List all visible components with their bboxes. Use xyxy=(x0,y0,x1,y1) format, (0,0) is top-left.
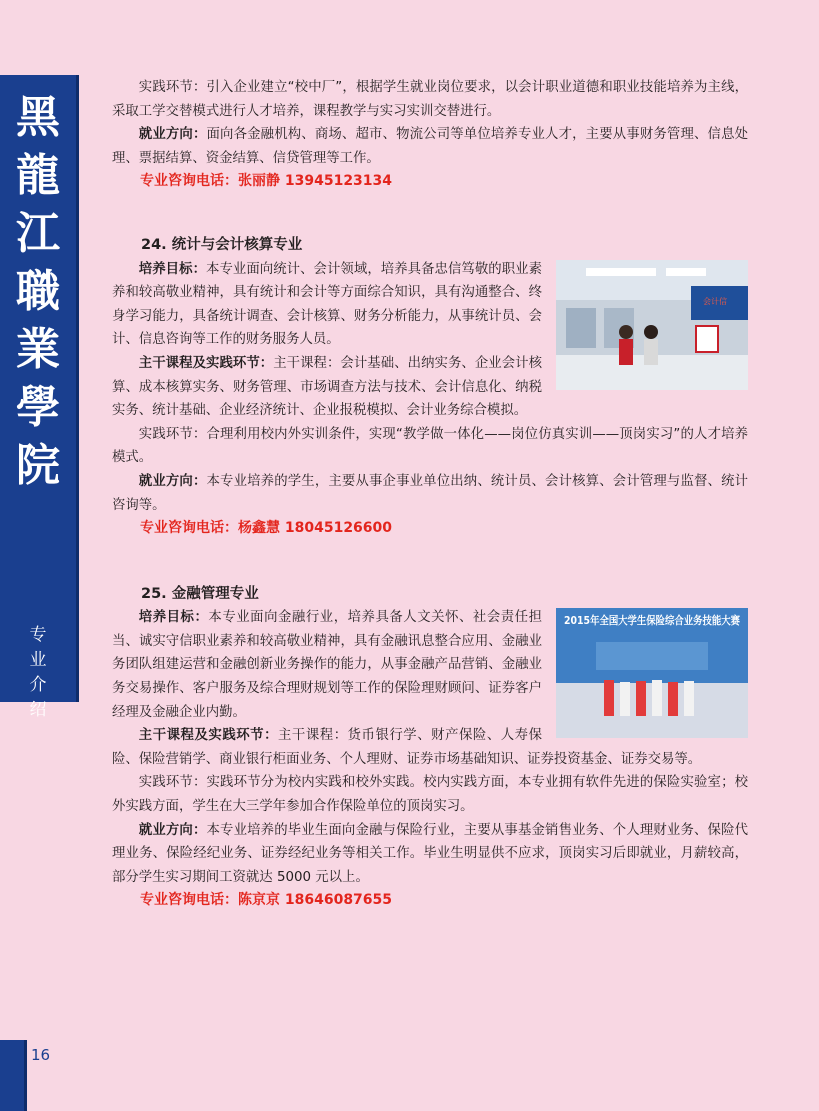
major24-practice: 实践环节：合理利用校内外实训条件，实现“教学做一体化——岗位仿真实训——顶岗实习”的人才培养模式。 xyxy=(112,426,748,466)
course-label: 主干课程及实践环节： xyxy=(138,355,274,371)
competition-photo-illustration xyxy=(556,608,771,738)
section-label-vertical: 专业介绍 xyxy=(29,625,47,720)
major24-phone: 专业咨询电话：杨鑫慧 18045126600 xyxy=(140,520,393,537)
employment-text: 面向各金融机构、商场、超市、物流公司等单位培养专业人才，主要从事财务管理、信息处理、票据结算、资金结算、信贷管理等工作。 xyxy=(112,127,749,166)
employment-label: 就业方向： xyxy=(138,822,207,838)
major24-employment xyxy=(112,470,748,517)
intro-phone: 专业咨询电话：张丽静 13945123134 xyxy=(140,173,393,190)
page-number: 16 xyxy=(31,1046,51,1064)
goal-text: 本专业面向金融行业，培养具备人文关怀、社会责任担当、诚实守信职业素养和较高敬业精神，具有金融讯息整合应用、金融业务团队组建运营和金融创新业务操作的能力，从事金融产品营销、金融业务交易操作、客户服务及综合理财规划等工作的保险理财顾问、证券客户经理及金融企业内勤。 xyxy=(112,610,542,720)
employment-label: 就业方向： xyxy=(138,473,207,489)
sidebar xyxy=(0,75,76,720)
competition-photo xyxy=(556,608,771,738)
course-text: 主干课程：货币银行学、财产保险、人寿保险、保险营销学、商业银行柜面业务、个人理财、证券市场基础知识、证券投资基金、证券交易等。 xyxy=(112,728,702,767)
goal-label: 培养目标： xyxy=(138,261,207,277)
content xyxy=(112,76,771,913)
employment-text: 本专业培养的学生，主要从事企事业单位出纳、统计员、会计核算、会计管理与监督、统计咨询等。 xyxy=(112,473,749,513)
college-name-vertical: 黑龍江職業學院 xyxy=(16,92,60,491)
major24-title: 24. 统计与会计核算专业 xyxy=(141,236,303,253)
major25-practice: 实践环节：实践环节分为校内实践和校外实践。校内实践方面，本专业拥有软件先进的保险实验室；校外实践方面，学生在大三学年参加合作保险单位的顶岗实习。 xyxy=(112,775,748,815)
footer-bar xyxy=(0,1040,24,1111)
counter-photo xyxy=(556,260,748,390)
major25-title: 25. 金融管理专业 xyxy=(141,585,259,602)
major25-phone: 专业咨询电话：陈京京 18646087655 xyxy=(140,892,393,909)
competition-banner-text: 2015年全国大学生保险综合业务技能大赛 xyxy=(564,614,771,628)
employment-label: 就业方向： xyxy=(138,127,207,143)
counter-photo-illustration xyxy=(556,260,748,390)
goal-label: 培养目标： xyxy=(138,610,209,626)
goal-text: 本专业面向统计、会计领域，培养具备忠信笃敬的职业素养和较高敬业精神，具有统计和会计等方面综合知识，具有沟通整合、终身学习能力，具备统计调查、会计核算、财务分析能力，从事统计员、会计、信息咨询等工作的财务服务人员。 xyxy=(112,261,543,348)
intro-employment xyxy=(112,123,748,170)
counter-sign-text: 会计信 xyxy=(703,296,727,306)
intro-practice: 实践环节：引入企业建立“校中厂”，根据学生就业岗位要求，以会计职业道德和职业技能培养为主线，采取工学交替模式进行人才培养，课程教学与实习实训交替进行。 xyxy=(112,80,748,119)
course-text: 主干课程：会计基础、出纳实务、企业会计核算、成本核算实务、财务管理、市场调查方法与技术、会计信息化、纳税实务、统计基础、企业经济统计、企业报税模拟、会计业务综合模拟。 xyxy=(112,355,543,419)
course-label: 主干课程及实践环节： xyxy=(138,728,279,744)
employment-text: 本专业培养的毕业生面向金融与保险行业，主要从事基金销售业务、个人理财业务、保险代理业务、保险经纪业务、证券经纪业务等相关工作。毕业生明显供不应求，顶岗实习后即就业，月薪较高，部分学生实习期间工资就达 5000 元以上。 xyxy=(112,822,749,885)
major25-employment xyxy=(112,819,748,890)
